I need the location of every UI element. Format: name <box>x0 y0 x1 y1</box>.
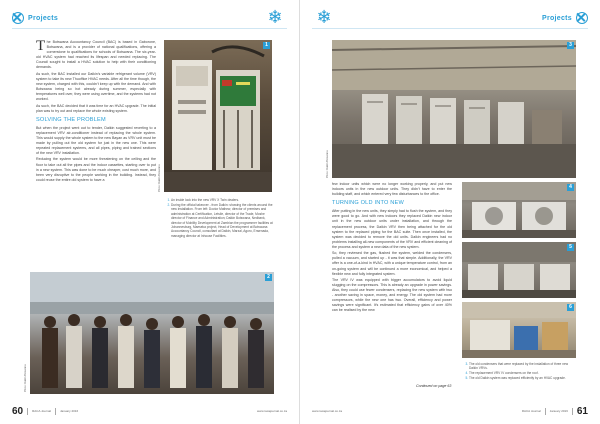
footer-divider <box>27 408 28 415</box>
page-number: 60 <box>12 405 24 417</box>
boxes-illustration <box>462 302 576 358</box>
brand-header <box>542 12 588 24</box>
caption-item: 1. An inside look into the new VRV X Twin dealers. <box>171 198 274 202</box>
snowflake-icon: ❄ <box>267 7 283 28</box>
photo-number-badge: 2 <box>265 274 272 281</box>
section-label: Projects <box>28 14 59 22</box>
machinery-illustration <box>164 40 272 192</box>
paragraph: After putting in the new units, they simply had to flush the system, and they were good to go. And with new indoors they replaced Daikin new indoor unit in the new outdoor units under installation, and through the replacement process, the Daikin VRV then being attached for the old system to the replaced piping for the BAC suite. Then once installed, the system was decided to remove the old units. Daikin engineers had no problems installing all-new components of the VRV and efficient cleaning of the process and system a new data of the new system. <box>332 209 452 249</box>
condensers-illustration <box>462 182 576 238</box>
paragraph: But when the project went out to tender, Daikin suggested reverting to a replacement VRV air-conditioner instead of replacing the whole system. This would supply the whole system to the new Bayan as VRV unit must be made by pulling out the old system for just in the new one. This were repeated replacement systems, and all pipes, piping and trained sections of the new VRV installation. <box>36 125 156 156</box>
brand-header <box>12 12 58 24</box>
section-label: Projects <box>541 14 572 22</box>
photo-roof-units <box>462 242 576 298</box>
page-footer <box>12 404 287 418</box>
header-divider <box>12 28 287 29</box>
right-page <box>300 0 600 424</box>
issue-date: January 2016 <box>59 409 79 413</box>
caption-item: 2. During the official takeover - from Daikin: showing the clients around the new installation. From left: Doctor Mathew, director of premises and administration at Certification, Letsile, director of the Trade, Moshe director of Finance and Administration; Daikin Botswana, Nedbank, director of Mobility Development at Zambian the programmer facilities at Johannesburg, Maeseka project, Head of Development at Botswana Accountancy Council, consultant at Daikin, Marzal, Agoro, Ensenada, managing director at Inhouse Facilities. <box>171 203 274 238</box>
article-column-left <box>36 40 156 270</box>
website-link[interactable]: www.racajournal.co.za <box>312 409 343 413</box>
caption-item: 5. The old Daikin system was replaced efficiently by an HVAC upgrade. <box>469 376 576 380</box>
caption-item: 4. The replacement VRV IV condensers on the roof. <box>469 371 576 375</box>
photo-number-badge: 6 <box>567 304 574 311</box>
rooftop-illustration <box>332 40 576 178</box>
subheading: TURNING OLD INTO NEW <box>332 200 404 207</box>
continued-note: Continued on page 63 <box>416 384 452 388</box>
paragraph: The VRV IV was equipped with bigger accumulators to avoid liquid slugging on the compressors. This is already an upgrade in power savings. Also, they could use fewer condensers, replacing the new system with two - another saving in space, money, and energy. The old system had more compressors, while the new one has two. Overall, efficiency and power savings were significant. It’s estimated that efficiency gains of over 40% can be realised by the new <box>332 277 452 313</box>
caption-item: 3. The old condensers that were replaced by the installation of three new Daikin VRVs. <box>469 362 576 371</box>
paragraph: As such, the BAC installed our Daikin’s variable refrigerant volume (VRV) system to take its new Thuoffice HVAC needs. After all the time though, the new system, charged with this, couldn’t keep up with the demand. And with Botswana being so hot already during summer, especially with temperatures well over, they were using overtime, and the systems had not worked. <box>36 71 156 102</box>
paragraph: Reducing the system would be more threatening on the ceiling and the floor to take out all the pipes and the indoor cassettes, starting over to put in a new system. This was done to be much cheaper, cost much more, and been very disruptive to the people working in the building. Instead, they could reuse the entire old system to have a <box>36 157 156 182</box>
drop-cap: T <box>36 38 46 54</box>
brand-logo-icon <box>12 12 24 24</box>
photo-indoor-unit <box>164 40 272 192</box>
footer-divider <box>545 408 546 415</box>
page-footer <box>312 404 588 418</box>
photo-captions <box>462 362 576 381</box>
photo-number-badge: 1 <box>263 42 270 49</box>
footer-divider <box>55 408 56 415</box>
snowflake-icon: ❄ <box>316 7 332 28</box>
website-link[interactable]: www.racajournal.co.za <box>256 409 287 413</box>
photo-credit: Photo: Daikin Botswana <box>326 150 329 178</box>
article-column-right <box>332 182 452 404</box>
footer-divider <box>572 408 573 415</box>
photo-group-handover <box>30 272 274 394</box>
photo-credit: Photo: Daikin Botswana <box>158 164 161 192</box>
issue-date: January 2016 <box>549 409 568 413</box>
photo-equipment-boxes <box>462 302 576 358</box>
paragraph: few indoor units which were no longer working properly, and put new indoors units in the new outdoor units. They didn’t have to enter the building staff, and which entered very few disturbances to the office. <box>332 182 452 197</box>
group-people-illustration <box>30 272 274 394</box>
photo-credit: Photo: Daikin Botswana <box>24 364 27 392</box>
issue-name: RACA Journal <box>32 409 51 413</box>
photo-number-badge: 4 <box>567 184 574 191</box>
subheading: SOLVING THE PROBLEM <box>36 116 106 123</box>
paragraph: As such, the BAC decided that it was time for an HVAC upgrade. The initial plan was to try out and replace the whole existing system. <box>36 103 156 113</box>
roof-units-illustration <box>462 242 576 298</box>
issue-name: RACA Journal <box>521 409 541 413</box>
photo-old-condensers <box>332 40 576 178</box>
page-number: 61 <box>576 405 588 417</box>
header-divider <box>312 28 588 29</box>
paragraph: The Botswana Accountancy Council (BAC) is based in Gaborone, Botswana, and is a provider of national qualifications, offering a cornerstone to qualifications for schools of Botswana. The six-year-old HVAC system had reached its lifespan and needed replacing. The Council sought to install a HVAC solution to help with their conditioning demands. <box>36 38 156 70</box>
brand-logo-icon <box>576 12 588 24</box>
photo-new-condensers <box>462 182 576 238</box>
photo-number-badge: 5 <box>567 244 574 251</box>
paragraph: So, they reviewed the gas, flushed the system, welded the condensers, pulled a vacuum, and started up - it was that simple. Additionally, the VRV offer is a one-of-a-kind in HVAC, with a unique temperature control, from an on-going system and will be continued a more economical, and helped a flexible new and fully integrated system. <box>332 251 452 276</box>
photo-captions <box>164 198 274 239</box>
photo-number-badge: 3 <box>567 42 574 49</box>
